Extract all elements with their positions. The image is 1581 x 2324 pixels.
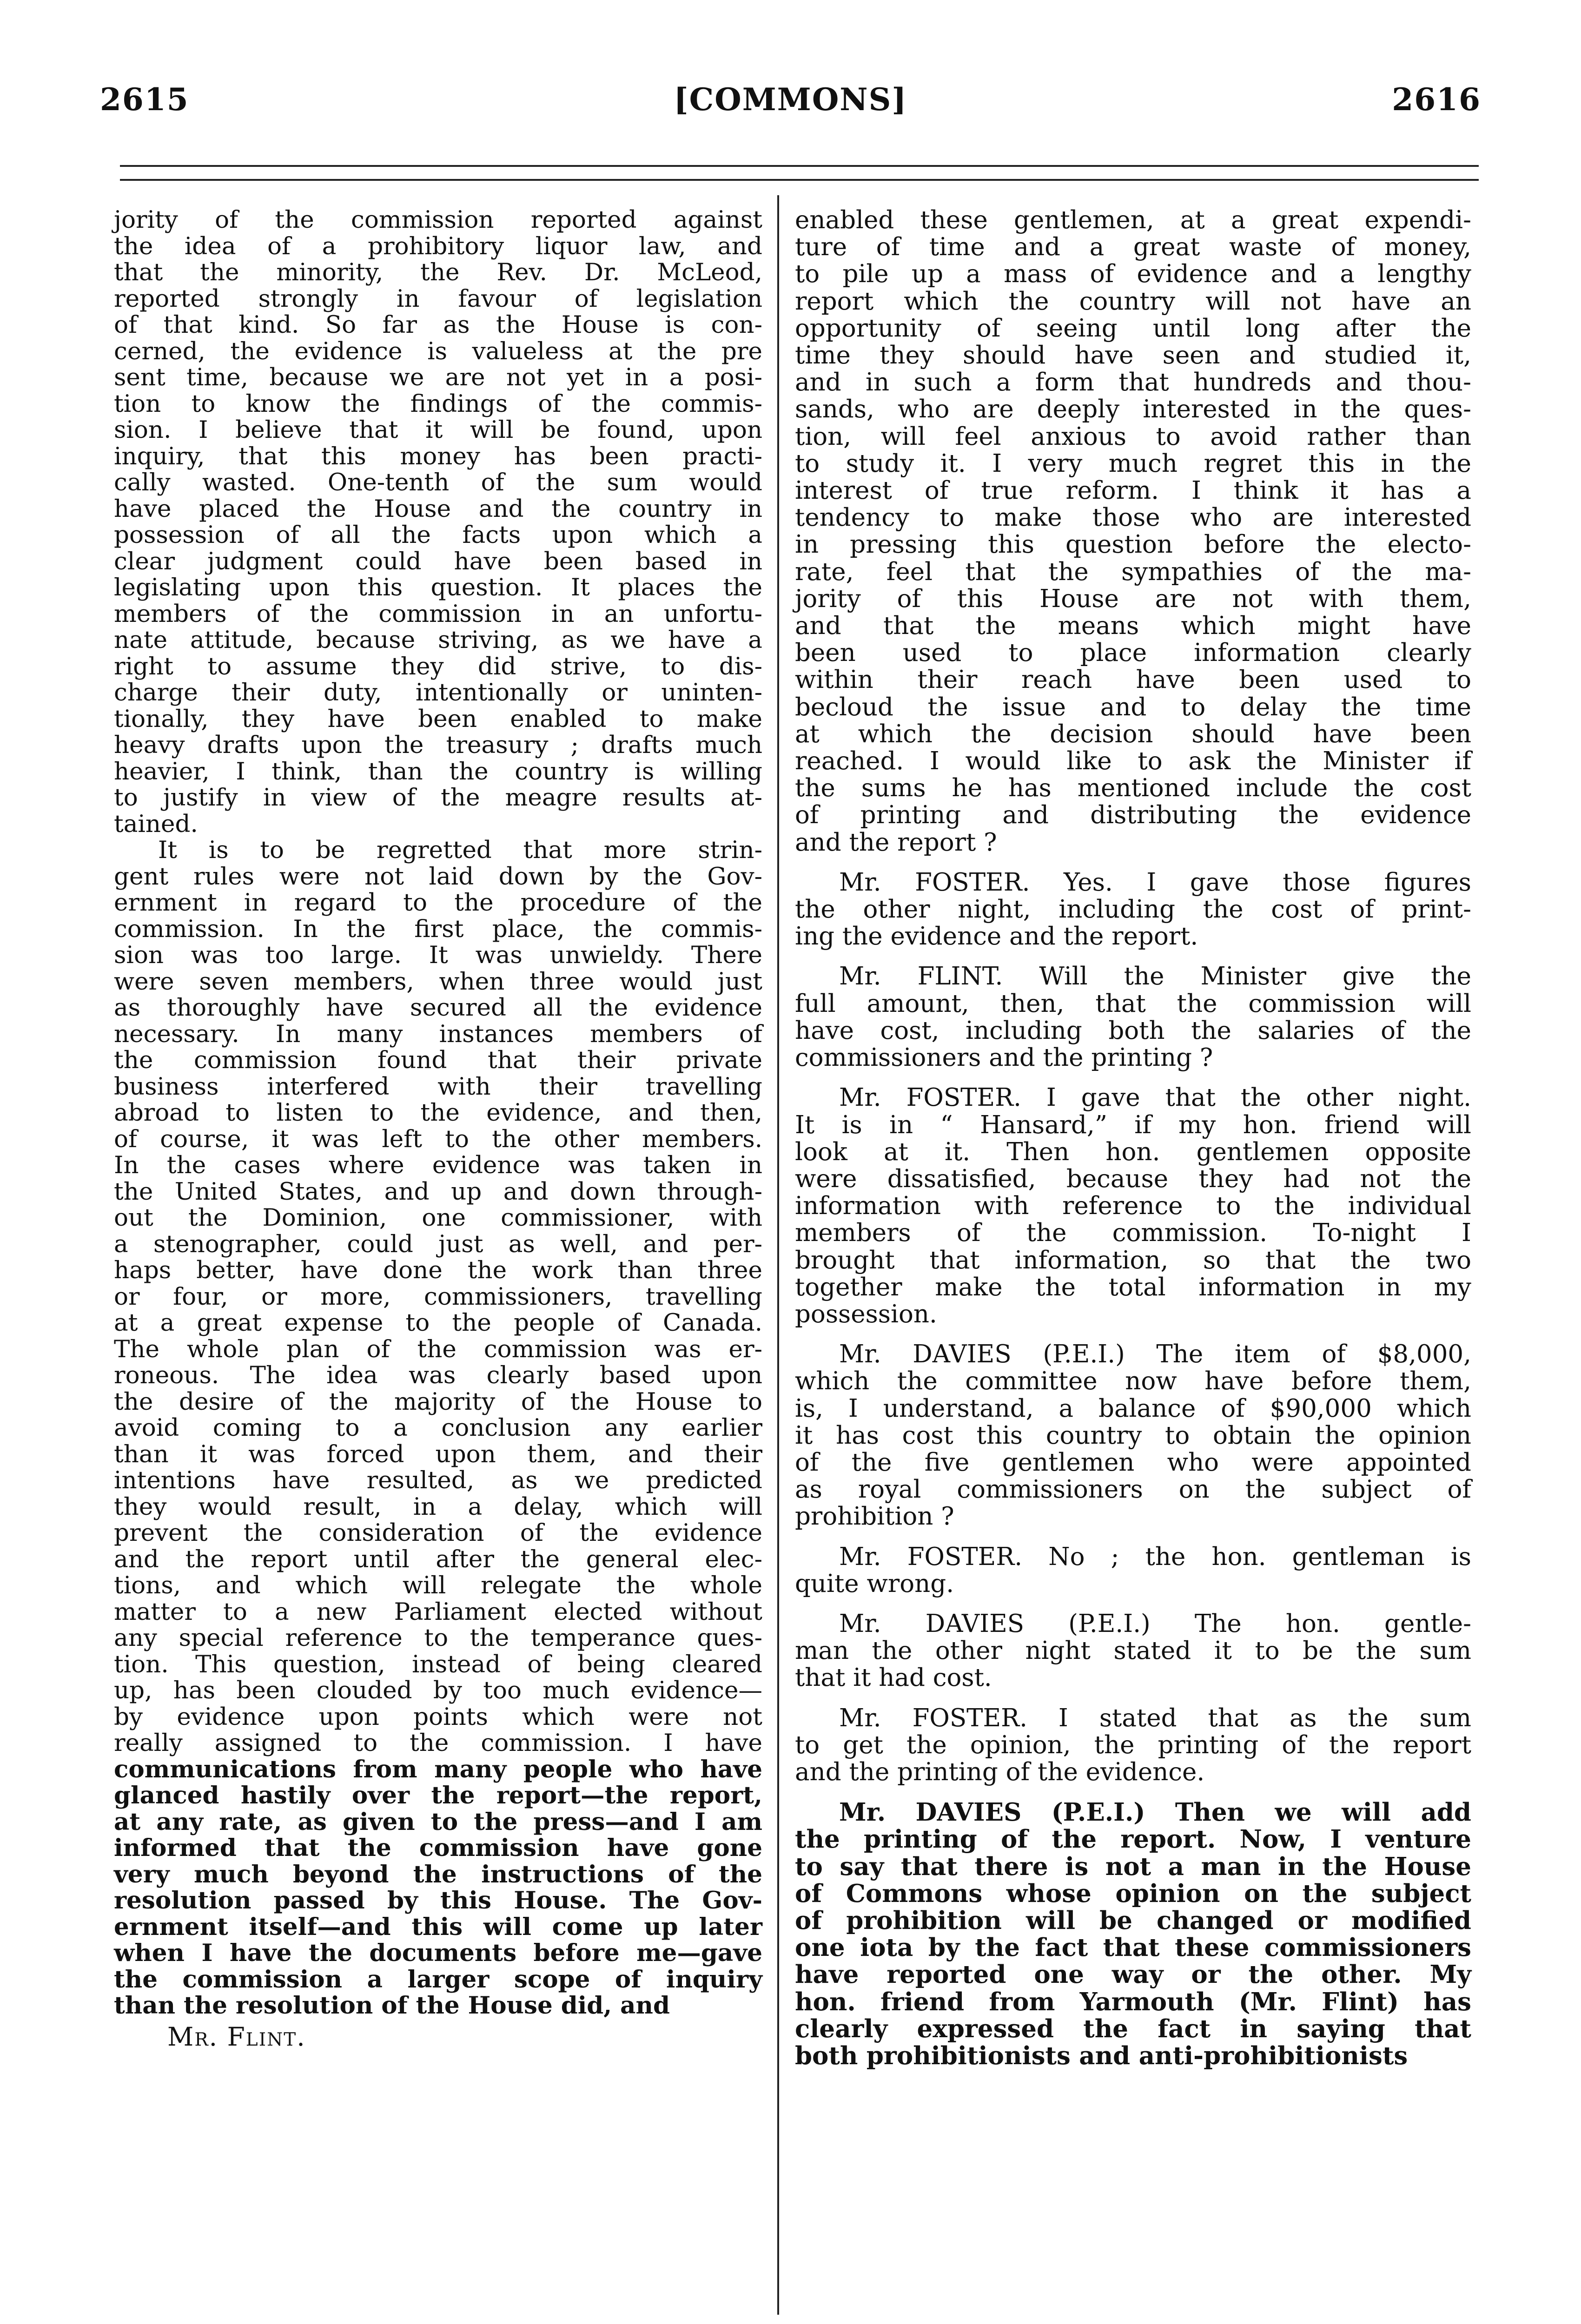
text-line: heavy drafts upon the treasury ; drafts much [114,731,762,759]
text-line: cally wasted. One-tenth of the sum would [114,469,762,496]
right-paragraph-foster-2 [795,1084,1471,1328]
text-line: very much beyond the instructions of the [114,1860,762,1888]
text-line: ernment itself—and this will come up later [114,1913,762,1941]
text-line: by evidence upon points which were not [114,1703,762,1731]
text-line: brought that information, so that the two [795,1246,1471,1274]
text-line: the desire of the majority of the House to [114,1387,762,1416]
text-line: Mr. DAVIES (P.E.I.) The item of $8,000, [839,1340,1471,1369]
text-line: were seven members, when three would just [114,967,762,996]
text-line: tionally, they have been enabled to make [114,705,762,733]
right-paragraph-foster-1 [795,869,1471,951]
header-rule-top [120,165,1479,167]
text-line: inquiry, that this money has been practi- [114,442,762,470]
text-line: a stenographer, could just as well, and per- [114,1230,762,1258]
text-line: commissioners and the printing ? [795,1043,1213,1072]
text-line: nate attitude, because striving, as we have a [114,626,762,654]
text-line: jority of this House are not with them, [795,584,1471,613]
text-line: within their reach have been used to [795,666,1471,694]
text-line: opportunity of seeing until long after the [795,314,1471,343]
text-line: roneous. The idea was clearly based upon [114,1361,762,1389]
text-line: In the cases where evidence was taken in [114,1151,762,1179]
text-line: really assigned to the commission. I have [114,1729,762,1757]
text-line: rate, feel that the sympathies of the ma- [795,557,1471,586]
text-line: cerned, the evidence is valueless at the pre [114,337,762,365]
text-line: up, has been clouded by too much evidence— [114,1677,762,1704]
text-line: charge their duty, intentionally or uninten- [114,679,762,706]
text-line: Mr. FOSTER. I gave that the other night. [839,1083,1471,1112]
text-line: right to assume they did strive, to dis- [114,652,762,680]
text-line: of that kind. So far as the House is con- [114,311,762,339]
text-line: tion. This question, instead of being cleared [114,1650,762,1678]
right-paragraph-flint [795,963,1471,1071]
text-line: The whole plan of the commission was er- [114,1335,762,1363]
text-line: both prohibitionists and anti-prohibitionists [795,2041,1408,2070]
right-paragraph-foster-4 [795,1705,1471,1786]
text-line: Mr. FOSTER. I stated that as the sum [839,1703,1471,1732]
text-line: been used to place information clearly [795,639,1471,667]
text-line: man the other night stated it to be the sum [795,1637,1471,1665]
text-line: clear judgment could have been based in [114,547,762,575]
text-line: sion. I believe that it will be found, upon [114,416,762,444]
text-line: of printing and distributing the evidence [795,801,1471,830]
text-line: than it was forced upon them, and their [114,1440,762,1468]
text-line: the printing of the report. Now, I venture [795,1825,1471,1854]
text-line: the other night, including the cost of print- [795,895,1471,924]
header-rule-bottom [120,179,1479,181]
page-number-left: 2615 [100,81,189,118]
text-line: tion to know the findings of the commis- [114,390,762,418]
text-line: legislating upon this question. It places the [114,574,762,601]
text-line: prevent the consideration of the evidence [114,1519,762,1547]
text-line: have reported one way or the other. My [795,1960,1471,1989]
text-line: tions, and which will relegate the whole [114,1571,762,1599]
text-line: at any rate, as given to the press—and I am [114,1808,762,1836]
text-line: clearly expressed the fact in saying that [795,2014,1471,2043]
speaker-signature: Mr. Flint. [167,2021,306,2052]
page-header [0,0,1581,153]
text-line: at which the decision should have been [795,720,1471,748]
text-line: jority of the commission reported against [114,206,762,234]
text-line: tendency to make those who are interested [795,503,1471,532]
text-line: in pressing this question before the electo- [795,530,1471,559]
text-line: that the minority, the Rev. Dr. McLeod, [114,258,762,286]
text-line: the United States, and up and down through- [114,1177,762,1206]
text-line: look at it. Then hon. gentlemen opposite [795,1137,1471,1166]
text-line: out the Dominion, one commissioner, with [114,1204,762,1232]
text-line: heavier, I think, than the country is willing [114,757,762,786]
text-line: avoid coming to a conclusion any earlier [114,1414,762,1442]
text-line: and that the means which might have [795,612,1471,640]
text-line: It is in “ Hansard,” if my hon. friend will [795,1110,1471,1139]
text-line: matter to a new Parliament elected without [114,1598,762,1626]
text-line: the idea of a prohibitory liquor law, and [114,232,762,260]
text-line: at a great expense to the people of Canada. [114,1309,762,1337]
text-line: report which the country will not have an [795,287,1471,316]
left-paragraph-1 [114,207,762,837]
text-line: hon. friend from Yarmouth (Mr. Flint) has [795,1987,1471,2016]
text-line: interest of true reform. I think it has a [795,476,1471,505]
text-line: Mr. FLINT. Will the Minister give the [839,962,1471,991]
text-line: of the five gentlemen who were appointed [795,1448,1471,1477]
text-line: as thoroughly have secured all the evidence [114,994,762,1022]
text-line: enabled these gentlemen, at a great expendi- [795,206,1471,234]
text-line: tion, will feel anxious to avoid rather than [795,422,1471,451]
text-line: intentions have resulted, as we predicted [114,1466,762,1494]
text-line: of course, it was left to the other members. [114,1125,762,1153]
text-line: to say that there is not a man in the House [795,1852,1471,1881]
text-line: sands, who are deeply interested in the ques- [795,395,1471,424]
text-line: Mr. DAVIES (P.E.I.) Then we will add [839,1798,1471,1827]
running-head: [COMMONS] [674,81,907,118]
text-line: ing the evidence and the report. [795,922,1198,951]
right-paragraph-1 [795,207,1471,856]
text-line: the commission found that their private [114,1046,762,1074]
text-line: have cost, including both the salaries of the [795,1016,1471,1045]
text-line: quite wrong. [795,1569,954,1598]
text-line: when I have the documents before me—gave [114,1939,762,1967]
right-paragraph-davies-1 [795,1341,1471,1530]
column-divider [777,195,779,2315]
right-paragraph-davies-2 [795,1611,1471,1692]
text-line: members of the commission in an unfortu- [114,600,762,628]
text-line: tained. [114,810,198,838]
text-line: the commission a larger scope of inquiry [114,1965,762,1994]
text-line: prohibition ? [795,1502,954,1531]
text-line: glanced hastily over the report—the report, [114,1782,762,1809]
text-line: business interfered with their travelling [114,1072,762,1101]
text-line: haps better, have done the work than three [114,1256,762,1284]
text-line: and in such a form that hundreds and thou- [795,368,1471,397]
text-line: of prohibition will be changed or modified [795,1906,1471,1935]
text-line: necessary. In many instances members of [114,1020,762,1048]
text-line: communications from many people who have [114,1755,762,1783]
text-line: any special reference to the temperance ques- [114,1624,762,1652]
text-line: time they should have seen and studied it, [795,341,1471,370]
text-line: have placed the House and the country in [114,495,762,523]
text-line: members of the commission. To-night I [795,1219,1471,1248]
text-line: to pile up a mass of evidence and a lengthy [795,260,1471,289]
text-line: that it had cost. [795,1664,992,1692]
text-line: reached. I would like to ask the Minister if [795,747,1471,776]
text-line: than the resolution of the House did, and [114,1992,670,2020]
left-column [114,207,762,2052]
text-line: ernment in regard to the procedure of the [114,889,762,917]
right-paragraph-foster-3 [795,1544,1471,1598]
text-line: full amount, then, that the commission will [795,989,1471,1018]
text-line: Mr. FOSTER. Yes. I gave those figures [839,868,1471,897]
text-line: Mr. DAVIES (P.E.I.) The hon. gentle- [839,1609,1471,1638]
text-line: which the committee now have before them, [795,1367,1471,1396]
text-line: sion was too large. It was unwieldy. There [114,941,762,969]
right-column [795,207,1471,2069]
text-line: to justify in view of the meagre results at- [114,784,762,812]
right-paragraph-davies-3 [795,1799,1471,2069]
text-line: of Commons whose opinion on the subject [795,1879,1471,1908]
text-line: It is to be regretted that more strin- [158,836,762,864]
text-line: were dissatisfied, because they had not the [795,1164,1471,1193]
text-line: the sums he has mentioned include the cost [795,774,1471,803]
text-line: possession. [795,1300,937,1328]
text-line: resolution passed by this House. The Gov- [114,1887,762,1915]
text-line: information with reference to the individual [795,1192,1471,1221]
text-line: and the printing of the evidence. [795,1757,1205,1786]
text-line: reported strongly in favour of legislation [114,284,762,313]
text-line: to study it. I very much regret this in the [795,449,1471,478]
text-line: and the report ? [795,828,997,857]
text-line: gent rules were not laid down by the Gov- [114,862,762,891]
text-line: informed that the commission have gone [114,1834,762,1862]
text-line: together make the total information in my [795,1273,1471,1301]
text-line: as royal commissioners on the subject of [795,1475,1471,1504]
text-line: they would result, in a delay, which will [114,1492,762,1521]
text-line: commission. In the first place, the commis- [114,915,762,943]
text-line: ture of time and a great waste of money, [795,233,1471,262]
text-line: and the report until after the general elec- [114,1545,762,1573]
text-line: it has cost this country to obtain the opinion [795,1421,1471,1450]
page-number-right: 2616 [1392,81,1481,118]
text-line: possession of all the facts upon which a [114,521,762,549]
text-line: to get the opinion, the printing of the report [795,1730,1471,1759]
text-line: abroad to listen to the evidence, and then, [114,1099,762,1127]
text-line: becloud the issue and to delay the time [795,693,1471,721]
text-line: one iota by the fact that these commissioners [795,1933,1471,1962]
text-line: sent time, because we are not yet in a posi- [114,363,762,391]
left-paragraph-2 [114,837,762,2019]
text-line: is, I understand, a balance of $90,000 which [795,1394,1471,1423]
text-line: Mr. FOSTER. No ; the hon. gentleman is [839,1542,1471,1571]
text-line: or four, or more, commissioners, travelling [114,1282,762,1311]
